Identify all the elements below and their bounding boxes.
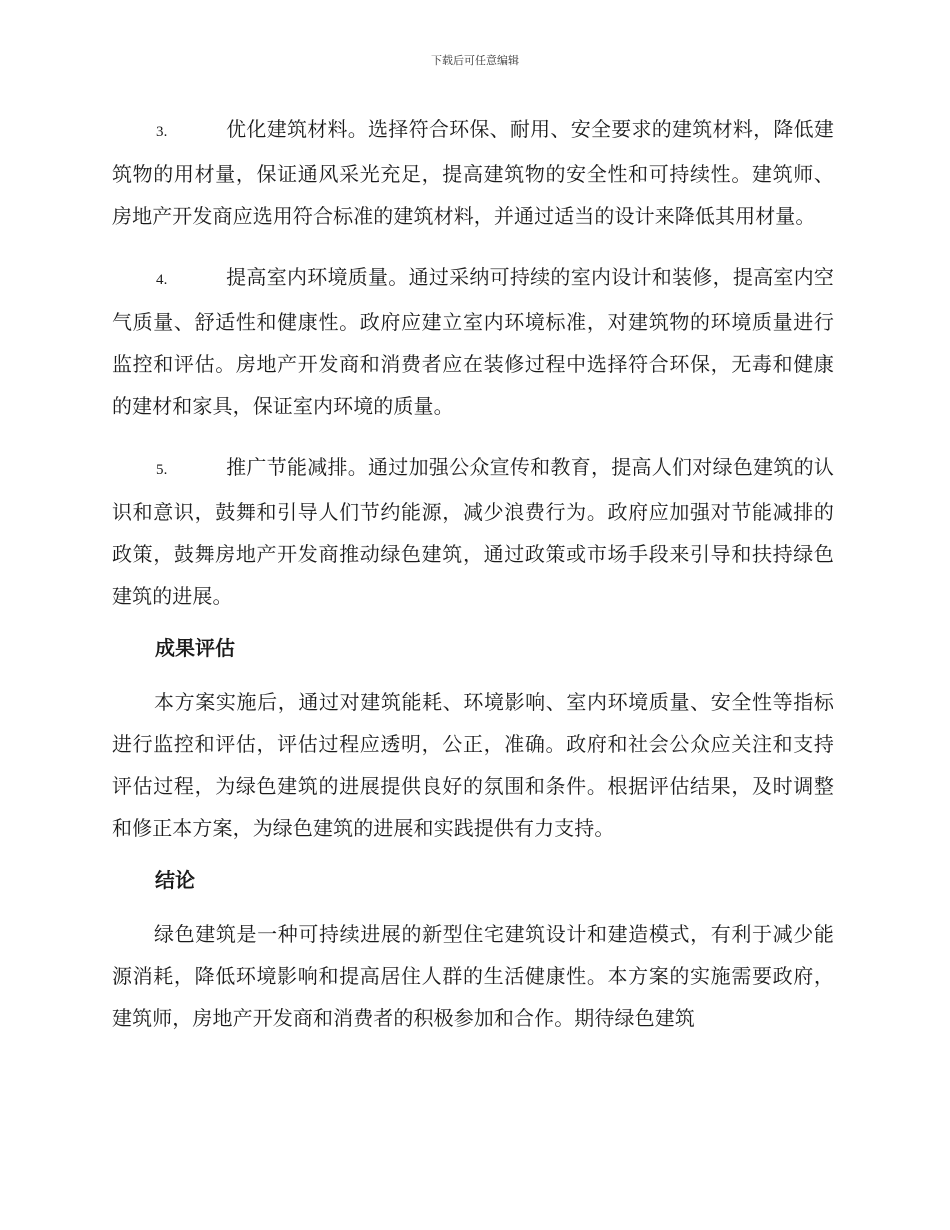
list-item-number: 4. — [156, 272, 168, 288]
page-header: 下载后可任意编辑 — [431, 54, 519, 67]
list-item-text: 提高室内环境质量。通过采纳可持续的室内设计和装修，提高室内空气质量、舒适性和健康性。政府应建立室内环境标准，对建筑物的环境质量进行监控和评估。房地产开发商和消费者应在装修过程中选择符合环保，无毒和健康的建材和家具，保证室内环境的质量。 — [112, 265, 834, 418]
list-item — [112, 256, 834, 427]
section-heading-evaluation: 成果评估 — [155, 636, 235, 660]
list-item-number: 5. — [156, 462, 168, 478]
evaluation-paragraph: 本方案实施后，通过对建筑能耗、环境影响、室内环境质量、安全性等指标进行监控和评估，评估过程应透明，公正，准确。政府和社会公众应关注和支持评估过程，为绿色建筑的进展提供良好的氛围和条件。根据评估结果，及时调整和修正本方案，为绿色建筑的进展和实践提供有力支持。 — [112, 690, 834, 840]
list-item — [112, 446, 834, 617]
list-item-text: 优化建筑材料。选择符合环保、耐用、安全要求的建筑材料，降低建筑物的用材量，保证通风采光充足，提高建筑物的安全性和可持续性。建筑师、房地产开发商应选用符合标准的建筑材料，并通过适当的设计来降低其用材量。 — [112, 117, 834, 228]
document-body — [112, 108, 834, 1058]
list-item — [112, 108, 834, 237]
section-heading-conclusion: 结论 — [155, 868, 195, 892]
conclusion-paragraph: 绿色建筑是一种可持续进展的新型住宅建筑设计和建造模式，有利于减少能源消耗，降低环境影响和提高居住人群的生活健康性。本方案的实施需要政府，建筑师，房地产开发商和消费者的积极参加和合作。期待绿色建筑 — [112, 922, 834, 1030]
list-item-text: 推广节能减排。通过加强公众宣传和教育，提高人们对绿色建筑的认识和意识，鼓舞和引导人们节约能源，减少浪费行为。政府应加强对节能减排的政策，鼓舞房地产开发商推动绿色建筑，通过政策或市场手段来引导和扶持绿色建筑的进展。 — [112, 455, 834, 608]
list-item-number: 3. — [156, 124, 168, 140]
